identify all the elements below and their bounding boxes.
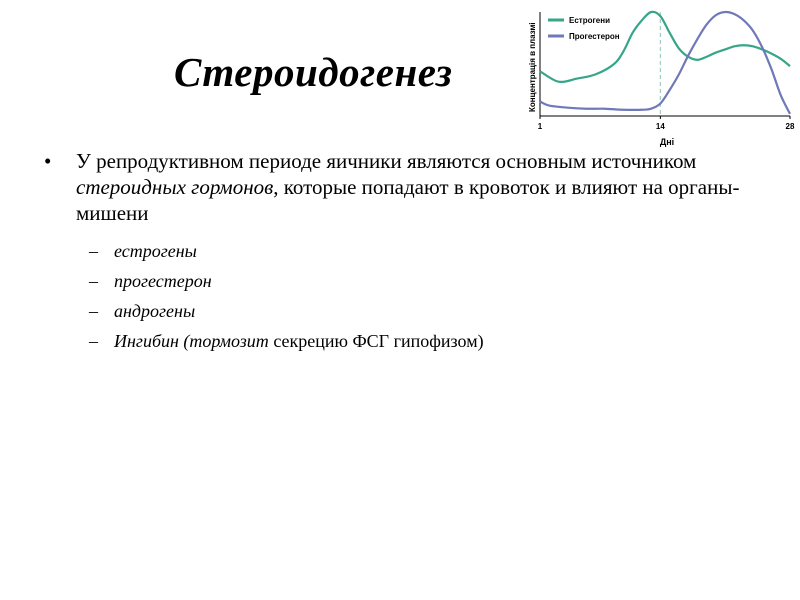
dash-marker: – bbox=[89, 301, 98, 321]
sub-item-label: естрогены bbox=[114, 241, 197, 261]
x-tick-label: 1 bbox=[537, 122, 543, 131]
legend-label-progesterone: Прогестерон bbox=[569, 32, 620, 41]
bullet-marker: • bbox=[44, 149, 52, 173]
main-bullet-text-end: , которые попадают в кровоток и влияют на органы-мишени bbox=[76, 175, 740, 225]
dash-marker: – bbox=[89, 241, 98, 261]
dash-marker: – bbox=[89, 271, 98, 291]
sub-item-inhibin bbox=[44, 330, 784, 352]
sub-item-label: прогестерон bbox=[114, 271, 212, 291]
sub-item-inhibin-italic: Ингибин (тормозит bbox=[114, 331, 269, 351]
chart-ticks bbox=[538, 116, 795, 131]
sub-item-label: андрогены bbox=[114, 301, 196, 321]
main-bullet-italic: стероидных гормонов bbox=[76, 175, 274, 199]
legend-label-estrogens: Естрогени bbox=[569, 16, 611, 25]
hormone-chart-svg bbox=[506, 4, 800, 150]
x-tick-label: 28 bbox=[785, 122, 795, 131]
x-axis-label: Дні bbox=[659, 137, 675, 147]
sub-item-androgens bbox=[44, 300, 784, 322]
chart-series bbox=[540, 12, 790, 114]
chart-axes bbox=[540, 12, 790, 116]
chart-legend bbox=[548, 16, 620, 41]
y-axis-label: Концентрація в плазмі bbox=[528, 22, 537, 112]
sub-item-progesterone bbox=[44, 270, 784, 292]
dash-marker: – bbox=[89, 331, 98, 351]
main-bullet-text: У репродуктивном периоде яичники являются основным источником bbox=[76, 149, 697, 173]
sub-item-inhibin-rest: секрецию ФСГ гипофизом) bbox=[268, 331, 484, 351]
progesterone-line bbox=[540, 12, 790, 114]
x-tick-label: 14 bbox=[655, 122, 665, 131]
slide-title: Стероидогенез bbox=[174, 49, 453, 95]
main-bullet bbox=[44, 148, 784, 226]
hormone-chart bbox=[506, 4, 800, 150]
sub-item-estrogens bbox=[44, 240, 784, 262]
content-list bbox=[44, 148, 784, 352]
